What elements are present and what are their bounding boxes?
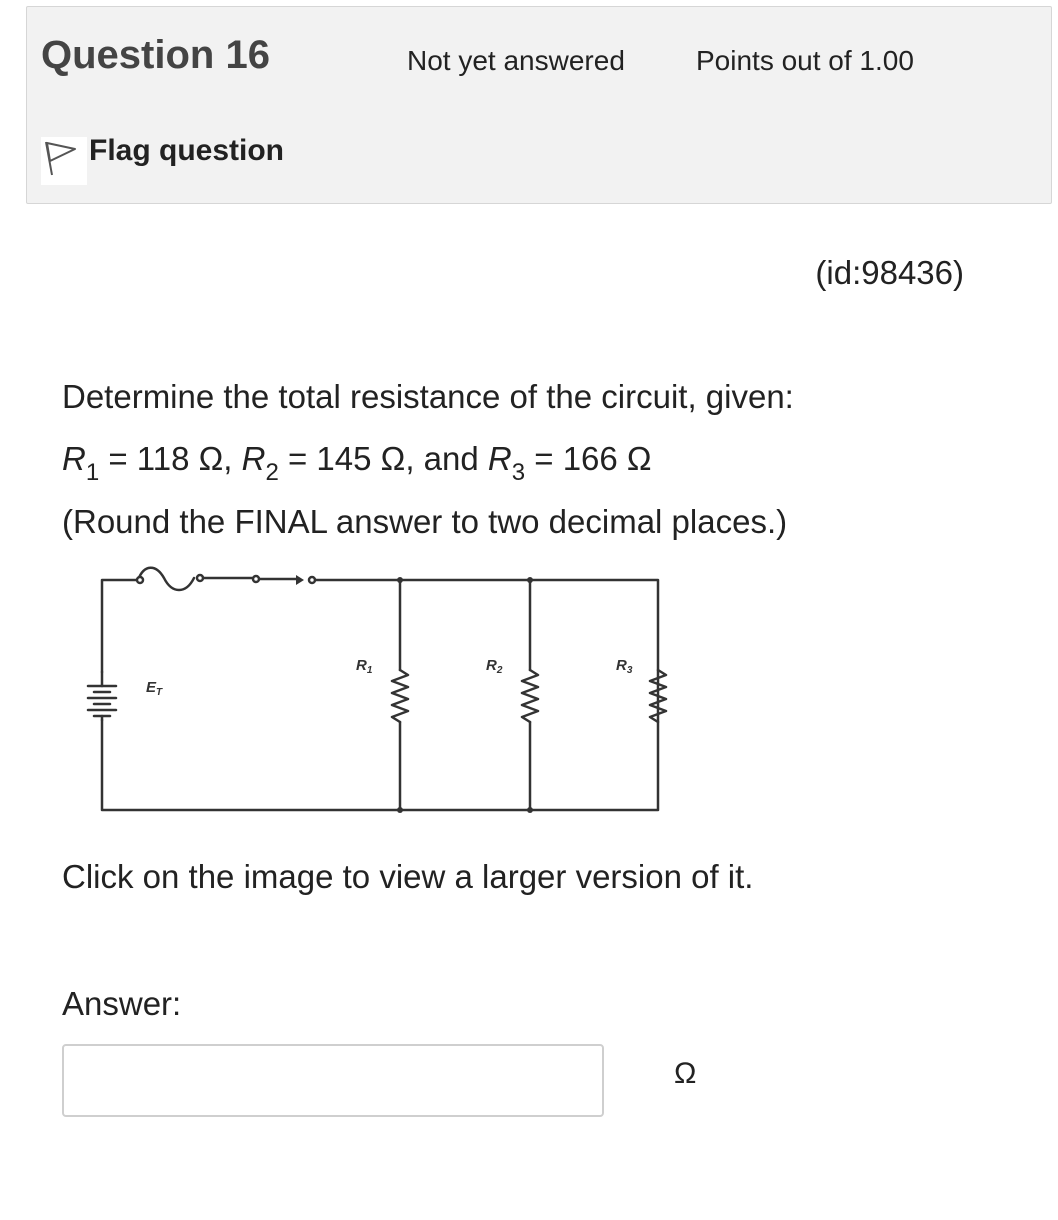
answer-input[interactable] — [62, 1044, 604, 1117]
answer-label: Answer: — [62, 985, 182, 1022]
r3-subscript: 3 — [511, 459, 526, 486]
question-grade: Points out of 1.00 — [696, 45, 914, 76]
question-id: (id:98436) — [815, 254, 964, 291]
r3-symbol: R — [487, 440, 512, 477]
junction-r1-top — [397, 577, 403, 583]
rounding-instruction: (Round the FINAL answer to two decimal places.) — [62, 503, 788, 540]
flag-question-label[interactable]: Flag question — [89, 134, 284, 167]
question-state: Not yet answered — [407, 45, 625, 76]
r3-value: = 166 Ω — [525, 440, 652, 477]
r2-subscript: 2 — [265, 459, 279, 486]
question-number: Question 16 — [41, 33, 270, 77]
wire-loop — [102, 580, 658, 810]
resistor-r2 — [522, 670, 538, 722]
r3-label: $R_3$ — [616, 657, 633, 676]
resistor-r1 — [392, 670, 408, 722]
image-click-note: Click on the image to view a larger version of it. — [62, 858, 754, 895]
switch-arrow — [296, 575, 304, 585]
wire-left-top — [102, 580, 138, 672]
r1-subscript: 1 — [85, 459, 100, 486]
fuse-symbol — [138, 568, 194, 590]
r1-label: $R_1$ — [356, 657, 373, 676]
source-label: $E_T$ — [146, 679, 163, 698]
question-info-panel — [26, 6, 1052, 204]
r1-value: = 118 Ω, — [99, 440, 242, 477]
battery-cells — [88, 686, 116, 716]
r2-label: $R_2$ — [486, 657, 503, 676]
circuit-diagram[interactable] — [60, 560, 680, 830]
answer-unit: Ω — [674, 1057, 697, 1090]
junction-r1-bottom — [397, 807, 403, 813]
given-values — [62, 440, 652, 486]
junction-r2-bottom — [527, 807, 533, 813]
r2-symbol: R — [241, 440, 266, 477]
r2-value: = 145 Ω, and — [278, 440, 488, 477]
flag-question-link[interactable] — [41, 131, 284, 179]
flag-outline-icon — [41, 137, 87, 185]
fuse-terminal-left — [137, 577, 143, 583]
question-prompt: Determine the total resistance of the circuit, given: — [62, 378, 794, 415]
r1-symbol: R — [62, 440, 86, 477]
resistor-r3 — [650, 670, 666, 722]
junction-r2-top — [527, 577, 533, 583]
